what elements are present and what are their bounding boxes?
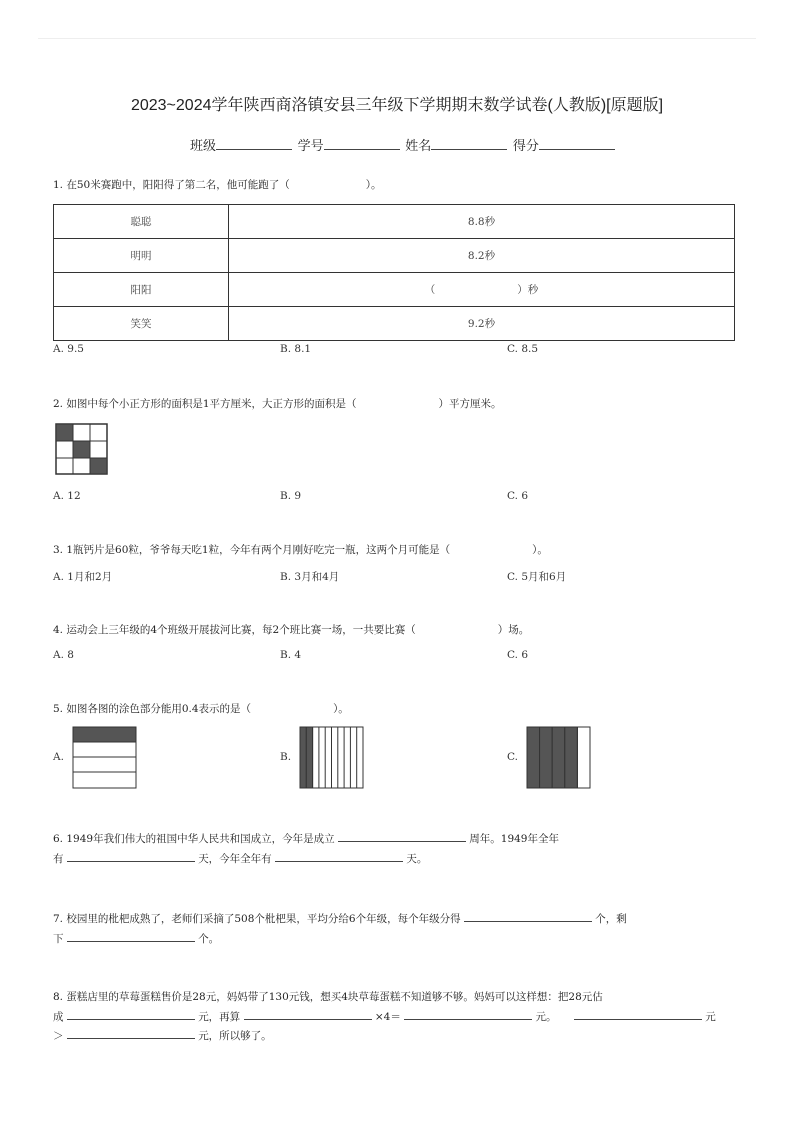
score-label: 得分 xyxy=(512,138,539,153)
question-4-stem: 4. 运动会上三年级的4个班级开展拔河比赛，每2个班比赛一场，一共要比赛（ xyxy=(53,624,416,636)
top-rule xyxy=(38,38,756,39)
question-1-end: ）。 xyxy=(365,179,382,191)
question-3-end: ）。 xyxy=(532,544,548,556)
runner-name: 聪聪 xyxy=(54,205,229,239)
table-row xyxy=(54,205,735,239)
q5-option-a[interactable]: A. xyxy=(53,751,64,763)
table-row xyxy=(54,239,735,273)
student-info-line xyxy=(190,135,617,154)
question-8-text: 元，所以够了。 xyxy=(198,1030,272,1042)
question-1 xyxy=(53,178,381,192)
runner-name: 笑笑 xyxy=(54,307,229,341)
q4-option-b[interactable]: B. 4 xyxy=(280,649,302,661)
runner-name: 阳阳 xyxy=(54,273,229,307)
q8-blank-4[interactable] xyxy=(574,1008,702,1020)
question-5 xyxy=(53,702,349,716)
question-7-line-1 xyxy=(53,910,627,926)
runner-time: 8.8秒 xyxy=(229,205,735,239)
question-6-text: 有 xyxy=(53,853,64,865)
runner-time: 8.2秒 xyxy=(229,239,735,273)
q1-option-c[interactable]: C. 8.5 xyxy=(507,343,539,355)
question-6-line-2 xyxy=(53,850,427,866)
q2-option-a[interactable]: A. 12 xyxy=(53,490,81,502)
q8-blank-1[interactable] xyxy=(67,1008,195,1020)
q4-option-c[interactable]: C. 6 xyxy=(507,649,529,661)
question-7-text: 个，剩 xyxy=(595,913,627,925)
q4-option-a[interactable]: A. 8 xyxy=(53,649,74,661)
question-8-text: ＞ xyxy=(53,1030,64,1042)
question-8-text: 元。 xyxy=(535,1011,557,1023)
q8-blank-5[interactable] xyxy=(67,1027,195,1039)
q6-blank-3[interactable] xyxy=(275,850,403,862)
question-6-text: 6. 1949年我们伟大的祖国中华人民共和国成立，今年是成立 xyxy=(53,833,335,845)
question-1-stem: 1. 在50米赛跑中，阳阳得了第二名，他可能跑了（ xyxy=(53,179,290,191)
question-2-stem: 2. 如图中每个小正方形的面积是1平方厘米，大正方形的面积是（ xyxy=(53,398,357,410)
paren-left: （ xyxy=(424,284,436,296)
question-7-text: 下 xyxy=(53,933,64,945)
question-8-text: ×4＝ xyxy=(374,1011,401,1023)
question-8-line-2 xyxy=(53,1008,716,1024)
q3-option-a[interactable]: A. 1月和2月 xyxy=(53,571,113,583)
class-label: 班级 xyxy=(190,138,217,153)
question-8-line-3 xyxy=(53,1027,272,1043)
question-7-text: 个。 xyxy=(198,933,220,945)
number-label: 学号 xyxy=(297,138,324,153)
number-field[interactable] xyxy=(324,136,400,150)
class-field[interactable] xyxy=(216,136,292,150)
q6-blank-2[interactable] xyxy=(67,850,195,862)
runner-time-blank xyxy=(229,273,735,307)
question-6-text: 周年。1949年全年 xyxy=(469,833,559,845)
question-8-text: 8. 蛋糕店里的草莓蛋糕售价是28元，妈妈带了130元钱，想买4块草莓蛋糕不知道够不够。妈妈可以这样想：把28元估 xyxy=(53,991,603,1003)
name-label: 姓名 xyxy=(405,138,432,153)
table-row xyxy=(54,273,735,307)
question-4-end: ）场。 xyxy=(497,624,530,636)
question-2 xyxy=(53,397,502,411)
question-3 xyxy=(53,543,548,557)
q8-blank-3[interactable] xyxy=(404,1008,532,1020)
q8-blank-2[interactable] xyxy=(244,1008,372,1020)
question-7-text: 7. 校园里的枇杷成熟了，老师们采摘了508个枇杷果，平均分给6个年级，每个年级分得 xyxy=(53,913,461,925)
page-title: 2023~2024学年陕西商洛镇安县三年级下学期期末数学试卷(人教版)[原题版] xyxy=(130,97,664,114)
figure-b-vertical-strips xyxy=(299,726,365,790)
q3-option-c[interactable]: C. 5月和6月 xyxy=(507,571,567,583)
question-4 xyxy=(53,623,529,637)
q6-blank-1[interactable] xyxy=(338,830,466,842)
q5-option-c[interactable]: C. xyxy=(507,751,518,763)
q5-option-b[interactable]: B. xyxy=(280,751,292,763)
question-5-end: ）。 xyxy=(333,703,349,715)
question-6-text: 天。 xyxy=(406,853,428,865)
q1-option-b[interactable]: B. 8.1 xyxy=(280,343,312,355)
q7-blank-1[interactable] xyxy=(464,910,592,922)
q3-option-b[interactable]: B. 3月和4月 xyxy=(280,571,340,583)
question-8-line-1 xyxy=(53,990,603,1004)
q2-option-c[interactable]: C. 6 xyxy=(507,490,529,502)
runner-name: 明明 xyxy=(54,239,229,273)
table-row xyxy=(54,307,735,341)
race-table xyxy=(53,204,735,341)
name-field[interactable] xyxy=(431,136,507,150)
question-8-text: 元，再算 xyxy=(198,1011,241,1023)
question-6-text: 天，今年全年有 xyxy=(198,853,272,865)
question-2-end: ）平方厘米。 xyxy=(438,398,502,410)
q1-option-a[interactable]: A. 9.5 xyxy=(53,343,84,355)
square-grid-figure xyxy=(55,423,109,475)
paren-right: ）秒 xyxy=(517,284,539,296)
figure-c-vertical-strips xyxy=(526,726,592,790)
question-8-text: 成 xyxy=(53,1011,64,1023)
figure-a-horizontal-strips xyxy=(72,726,138,790)
question-7-line-2 xyxy=(53,930,219,946)
runner-time: 9.2秒 xyxy=(229,307,735,341)
question-5-stem: 5. 如图各图的涂色部分能用0.4表示的是（ xyxy=(53,703,252,715)
question-8-text: 元 xyxy=(705,1011,716,1023)
q7-blank-2[interactable] xyxy=(67,930,195,942)
question-3-stem: 3. 1瓶钙片是60粒，爷爷每天吃1粒，今年有两个月刚好吃完一瓶，这两个月可能是（ xyxy=(53,544,451,556)
q2-option-b[interactable]: B. 9 xyxy=(280,490,302,502)
score-field[interactable] xyxy=(539,136,615,150)
question-6-line-1 xyxy=(53,830,559,846)
